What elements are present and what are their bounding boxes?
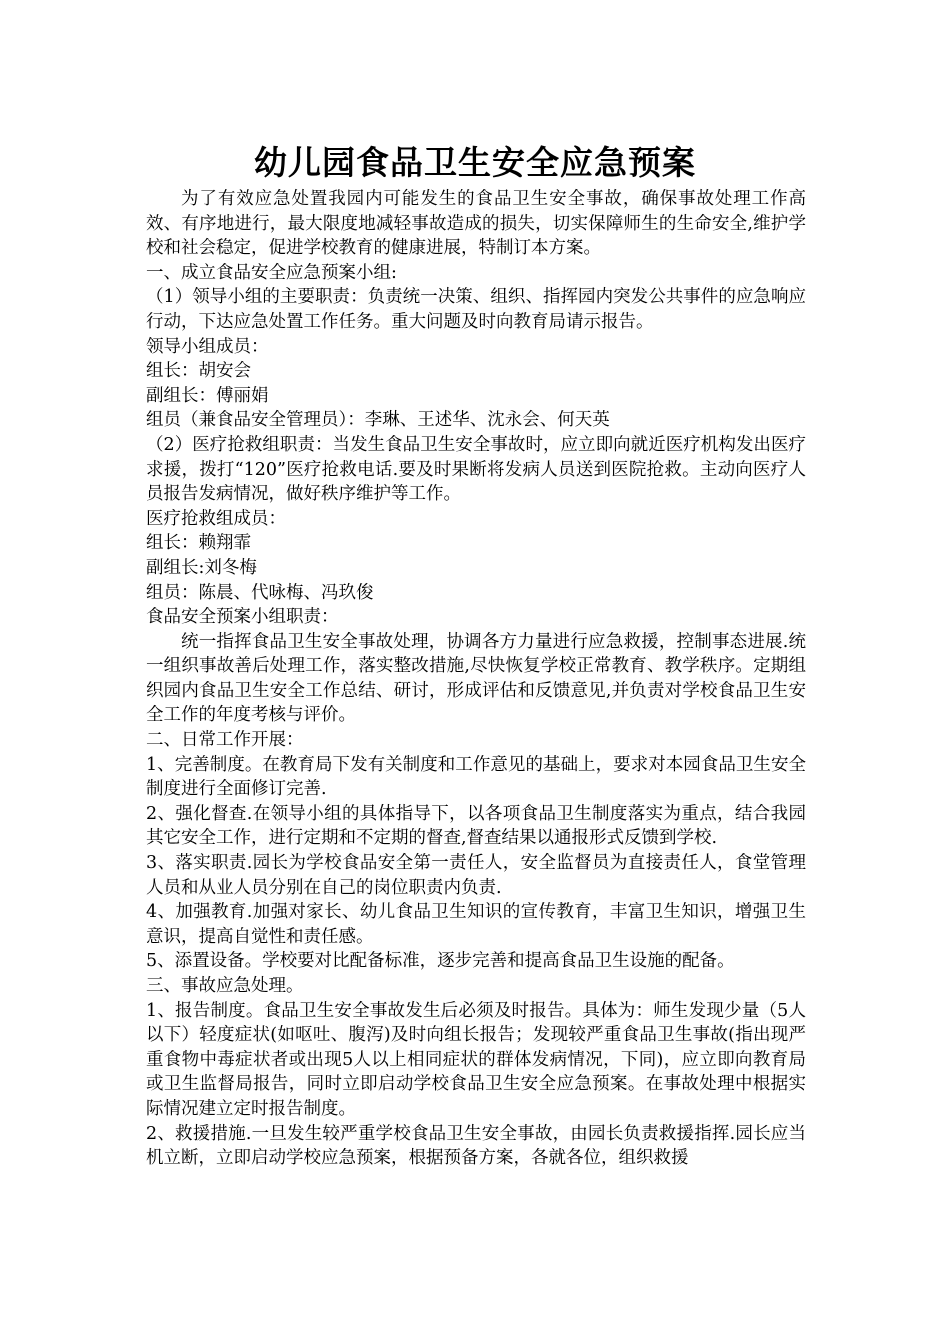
section-heading-1: 一、成立食品安全应急预案小组:	[146, 262, 397, 283]
intro-paragraph: 为了有效应急处置我园内可能发生的食品卫生安全事故，确保事故处理工作高效、有序地进行，最大限度地减轻事故造成的损失，切实保障师生的生命安全,维护学校和社会稳定，促进学校教育的健康进展，特制订本方案。	[146, 189, 806, 259]
daily-item-4: 4、加强教育.加强对家长、幼儿食品卫生知识的宣传教育，丰富卫生知识，增强卫生意识，提高自觉性和责任感。	[146, 902, 806, 947]
leadership-leader: 组长：胡安会	[146, 361, 251, 382]
medical-leader: 组长：赖翔霏	[146, 533, 251, 554]
document-title: 幼儿园食品卫生安全应急预案	[254, 143, 696, 182]
emergency-item-2: 2、救援措施.一旦发生较严重学校食品卫生安全事故，由园长负责救援指挥.园长应当机立断，立即启动学校应急预案，根据预备方案，各就各位，组织救援	[146, 1123, 806, 1169]
section-heading-3: 三、事故应急处理。	[146, 976, 304, 996]
daily-item-5: 5、添置设备。学校要对比配备标准，逐步完善和提高食品卫生设施的配备。	[146, 951, 735, 972]
daily-item-3: 3、落实职责.园长为学校食品安全第一责任人，安全监督员为直接责任人，食堂管理人员和从业人员分别在自己的岗位职责内负责.	[146, 853, 806, 898]
daily-item-2: 2、强化督查.在领导小组的具体指导下，以各项食品卫生制度落实为重点，结合我园其它安全工作，进行定期和不定期的督查,督查结果以通报形式反馈到学校.	[146, 803, 806, 849]
daily-item-1: 1、完善制度。在教育局下发有关制度和工作意见的基础上，要求对本园食品卫生安全制度进行全面修订完善.	[146, 754, 806, 800]
safety-group-duty-label: 食品安全预案小组职责：	[146, 607, 339, 628]
leadership-deputy: 副组长：傅丽娟	[146, 385, 269, 406]
medical-members: 组员：陈晨、代咏梅、冯玖俊	[146, 582, 374, 603]
leadership-members-label: 领导小组成员：	[146, 336, 269, 357]
leadership-duty-paragraph: （1）领导小组的主要职责：负责统一决策、组织、指挥园内突发公共事件的应急响应行动，下达应急处置工作任务。重大问题及时向教育局请示报告。	[146, 287, 806, 332]
medical-deputy: 副组长:刘冬梅	[146, 557, 257, 578]
medical-members-label: 医疗抢救组成员：	[146, 508, 286, 529]
leadership-members: 组员（兼食品安全管理员）：李琳、王述华、沈永会、何天英	[146, 410, 610, 431]
safety-group-duty-paragraph: 统一指挥食品卫生安全事故处理，协调各方力量进行应急救援，控制事态进展.统一组织事故善后处理工作，落实整改措施,尽快恢复学校正常教育、教学秩序。定期组织园内食品卫生安全工作总结、研讨，形成评估和反馈意见,并负责对学校食品卫生安全工作的年度考核与评价。	[146, 631, 806, 726]
section-heading-2: 二、日常工作开展：	[146, 730, 304, 751]
emergency-item-1: 1、报告制度。食品卫生安全事故发生后必须及时报告。具体为：师生发现少量（5人以下）轻度症状(如呕吐、腹泻)及时向组长报告；发现较严重食品卫生事故(指出现严重食物中毒症状者或出现5人以上相同症状的群体发病情况，下同)，应立即向教育局或卫生监督局报告，同时立即启动学校食品卫生安全应急预案。在事故处理中根据实际情况建立定时报告制度。	[146, 1000, 806, 1119]
document-body	[146, 187, 806, 1171]
medical-duty-paragraph: （2）医疗抢救组职责：当发生食品卫生安全事故时，应立即向就近医疗机构发出医疗求援，拨打“120”医疗抢救电话.要及时果断将发病人员送到医院抢救。主动向医疗人员报告发病情况，做好秩序维护等工作。	[146, 434, 806, 505]
